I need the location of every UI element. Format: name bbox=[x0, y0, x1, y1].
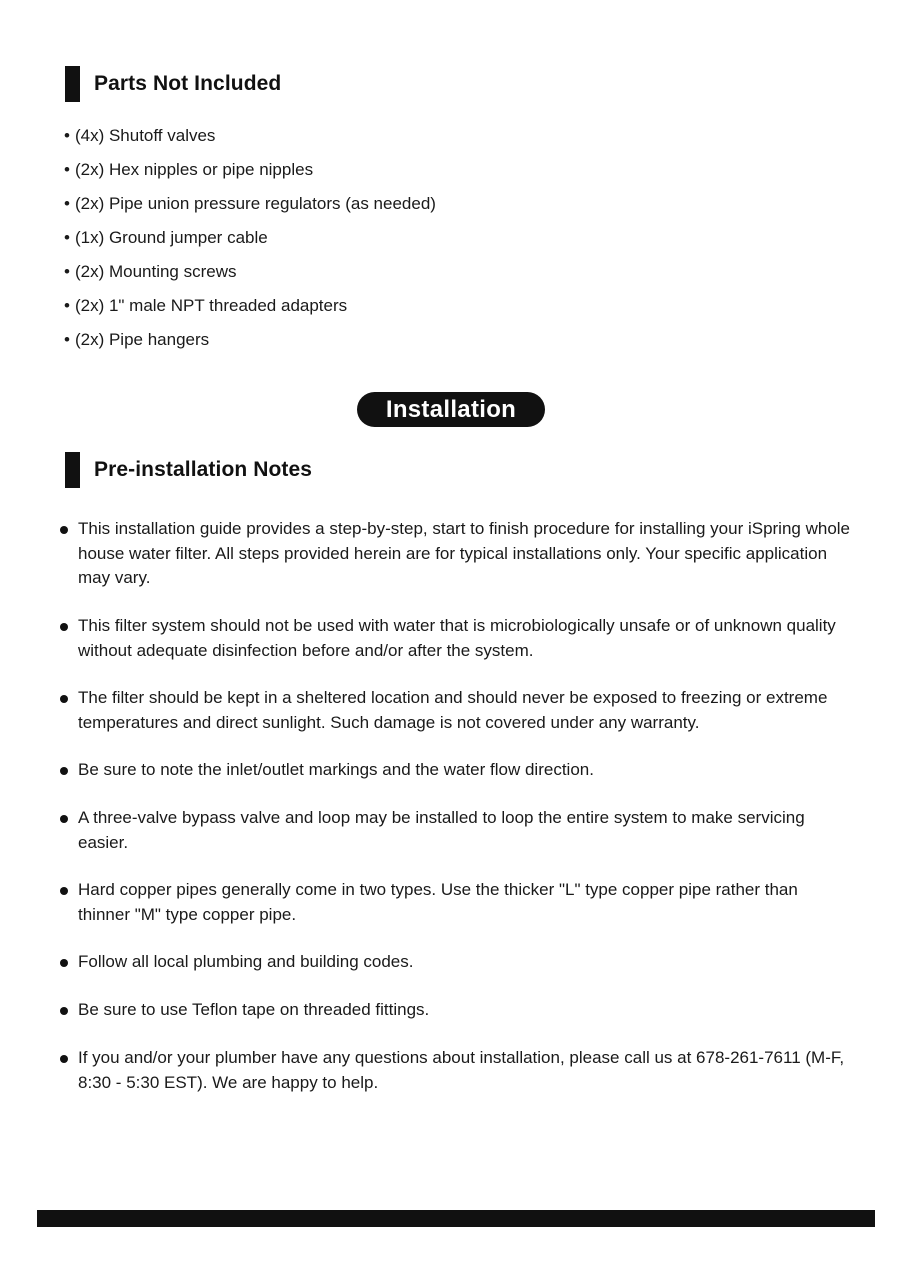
list-item bbox=[64, 255, 436, 289]
note-item bbox=[57, 878, 857, 927]
note-text: This filter system should not be used with water that is microbiologically unsafe or of unknown quality without adequate disinfection before and/or after the system. bbox=[78, 616, 836, 660]
part-item-text: (2x) Pipe union pressure regulators (as needed) bbox=[74, 194, 436, 213]
note-text: If you and/or your plumber have any questions about installation, please call us at 678-261-7611 (M-F, 8:30 - 5:30 EST). We are happy to help. bbox=[78, 1048, 845, 1092]
part-item-text: (2x) Pipe hangers bbox=[74, 330, 210, 349]
note-text: A three-valve bypass valve and loop may be installed to loop the entire system to make servicing easier. bbox=[78, 808, 805, 852]
bullet-icon bbox=[60, 887, 68, 895]
note-text: Follow all local plumbing and building codes. bbox=[78, 952, 414, 971]
bullet-icon: • bbox=[64, 160, 70, 179]
note-text: The filter should be kept in a sheltered location and should never be exposed to freezing or extreme temperatures and direct sunlight. Such damage is not covered under any warranty. bbox=[78, 688, 828, 732]
bullet-icon bbox=[60, 526, 68, 534]
pre-installation-notes-title: Pre-installation Notes bbox=[94, 458, 313, 481]
parts-not-included-heading bbox=[65, 66, 281, 102]
list-item bbox=[64, 221, 436, 255]
note-item bbox=[57, 517, 857, 591]
list-item bbox=[64, 119, 436, 153]
bullet-icon bbox=[60, 959, 68, 967]
list-item bbox=[64, 187, 436, 221]
bullet-icon: • bbox=[64, 228, 70, 247]
note-item bbox=[57, 806, 857, 855]
heading-marker-bar bbox=[65, 66, 80, 102]
part-item-text: (1x) Ground jumper cable bbox=[74, 228, 268, 247]
note-item bbox=[57, 950, 857, 975]
bullet-icon bbox=[60, 623, 68, 631]
note-text: Be sure to use Teflon tape on threaded fittings. bbox=[78, 1000, 430, 1019]
bullet-icon: • bbox=[64, 126, 70, 145]
heading-marker-bar bbox=[65, 452, 80, 488]
note-item bbox=[57, 614, 857, 663]
bullet-icon bbox=[60, 767, 68, 775]
note-item bbox=[57, 758, 857, 783]
part-item-text: (2x) Mounting screws bbox=[74, 262, 237, 281]
note-text: This installation guide provides a step-by-step, start to finish procedure for installing your iSpring whole house water filter. All steps provided herein are for typical installations only. Your specific application may vary. bbox=[78, 519, 851, 587]
note-item bbox=[57, 686, 857, 735]
bullet-icon: • bbox=[64, 194, 70, 213]
bullet-icon: • bbox=[64, 296, 70, 315]
bullet-icon bbox=[60, 815, 68, 823]
list-item bbox=[64, 289, 436, 323]
installation-banner: Installation bbox=[357, 392, 545, 427]
bullet-icon bbox=[60, 1055, 68, 1063]
note-item bbox=[57, 1046, 857, 1095]
bullet-icon: • bbox=[64, 262, 70, 281]
part-item-text: (2x) 1" male NPT threaded adapters bbox=[74, 296, 348, 315]
parts-not-included-title: Parts Not Included bbox=[94, 72, 282, 95]
bullet-icon bbox=[60, 695, 68, 703]
parts-list bbox=[64, 119, 436, 357]
bullet-icon bbox=[60, 1007, 68, 1015]
part-item-text: (4x) Shutoff valves bbox=[74, 126, 216, 145]
note-text: Hard copper pipes generally come in two types. Use the thicker "L" type copper pipe rather than thinner "M" type copper pipe. bbox=[78, 880, 798, 924]
footer-bar bbox=[37, 1210, 875, 1227]
note-item bbox=[57, 998, 857, 1023]
bullet-icon: • bbox=[64, 330, 70, 349]
part-item-text: (2x) Hex nipples or pipe nipples bbox=[74, 160, 314, 179]
list-item bbox=[64, 153, 436, 187]
list-item bbox=[64, 323, 436, 357]
pre-installation-notes-heading bbox=[65, 452, 312, 488]
note-text: Be sure to note the inlet/outlet markings and the water flow direction. bbox=[78, 760, 594, 779]
